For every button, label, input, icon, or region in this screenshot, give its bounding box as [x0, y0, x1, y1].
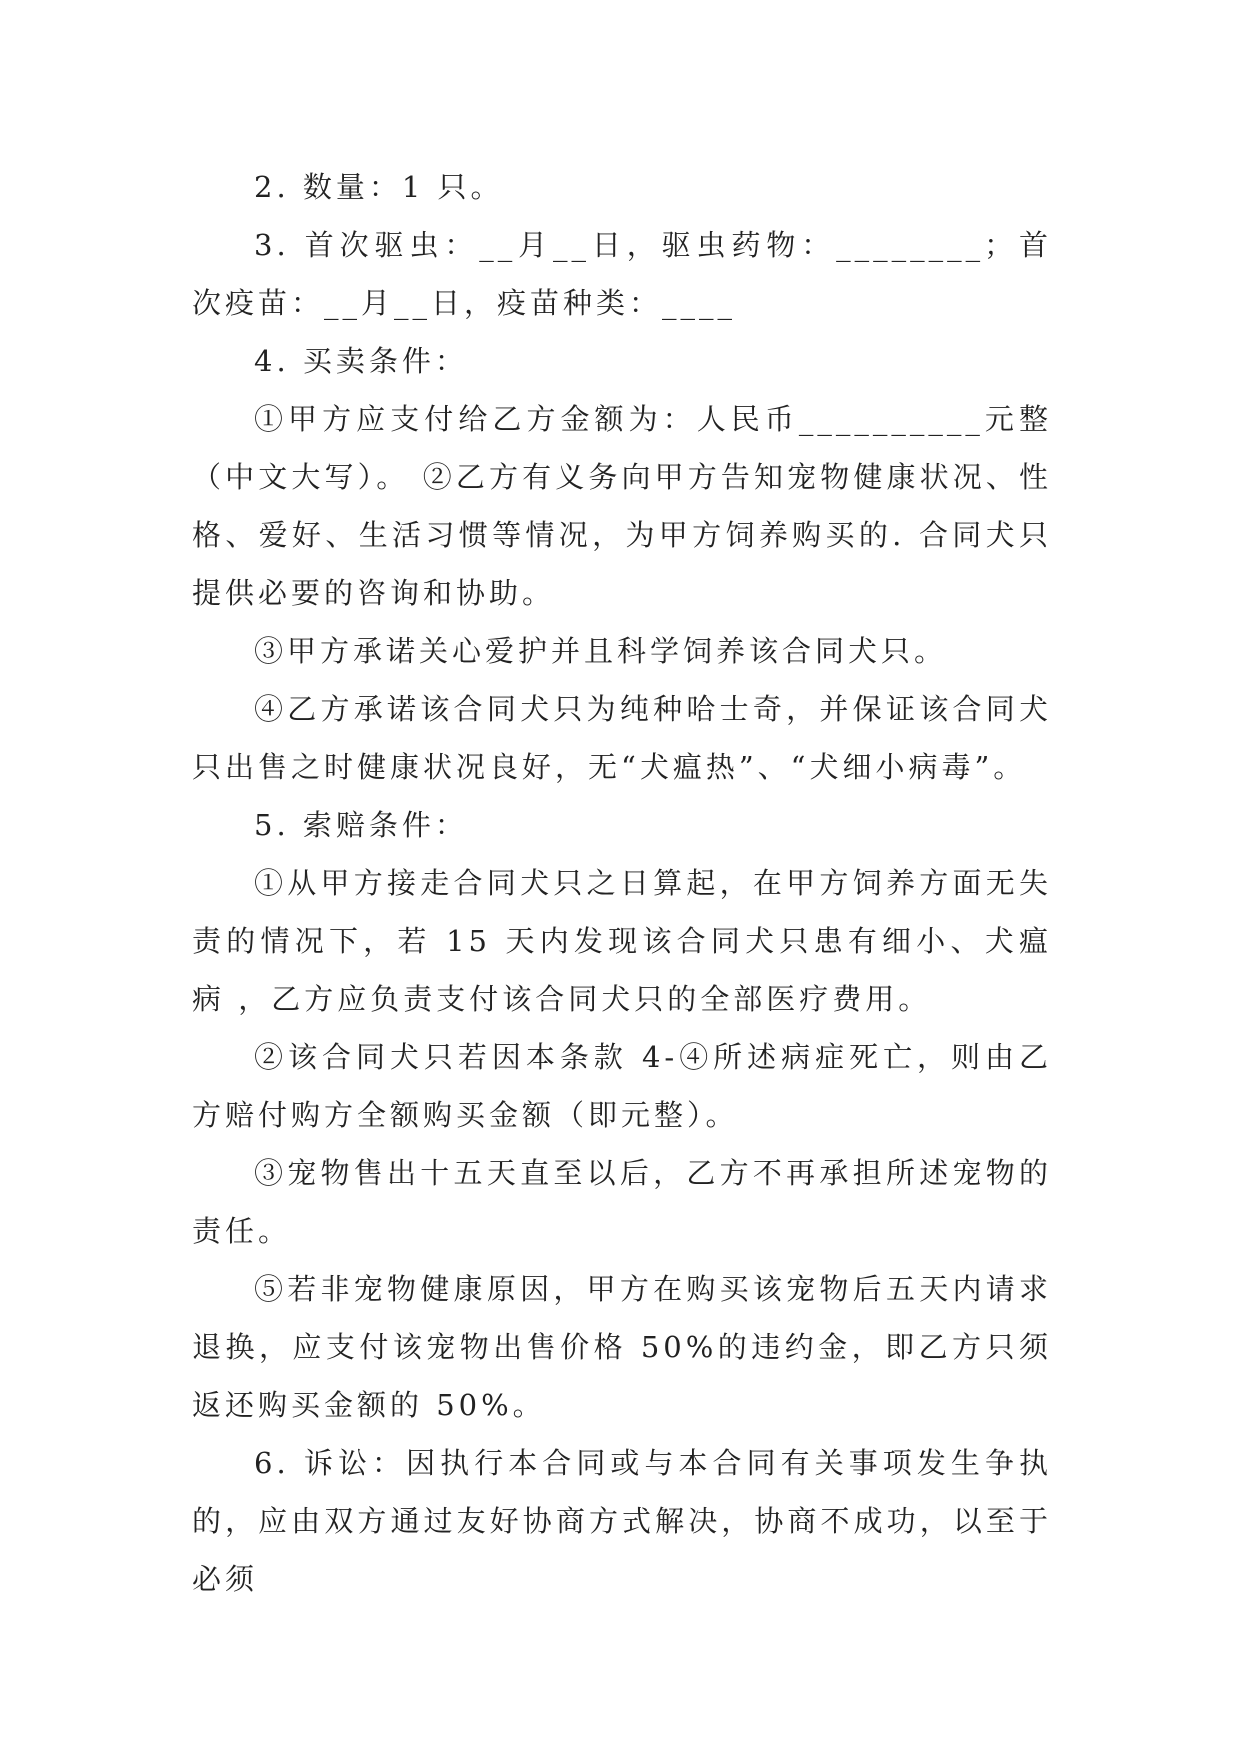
clause-claim-5: ⑤若非宠物健康原因，甲方在购买该宠物后五天内请求退换，应支付该宠物出售价格 50%的违约金，即乙方只须返还购买金额的 50%。 — [192, 1272, 1052, 1422]
clause-sale-condition-4: ④乙方承诺该合同犬只为纯种哈士奇，并保证该合同犬只出售之时健康状况良好，无“犬瘟热”、“犬细小病毒”。 — [192, 692, 1052, 784]
clause-sale-conditions-heading: 4. 买卖条件： — [254, 344, 468, 378]
clause-litigation: 6. 诉讼：因执行本合同或与本合同有关事项发生争执的，应由双方通过友好协商方式解决，协商不成功，以至于必须 — [192, 1446, 1052, 1596]
clause-claim-1: ①从甲方接走合同犬只之日算起，在甲方饲养方面无失责的情况下，若 15 天内发现该合同犬只患有细小、犬瘟病 ，乙方应负责支付该合同犬只的全部医疗费用。 — [192, 866, 1052, 1016]
clause-deworming-vaccination: 3. 首次驱虫：__月__日，驱虫药物：________；首次疫苗：__月__日，疫苗种类：____ — [192, 228, 1052, 320]
clause-sale-condition-1-2: ①甲方应支付给乙方金额为：人民币__________元整（中文大写）。 ②乙方有义务向甲方告知宠物健康状况、性格、爱好、生活习惯等情况，为甲方饲养购买的. 合同犬只提供必要的咨询和协助。 — [192, 402, 1052, 610]
clause-claims-heading: 5. 索赔条件： — [254, 808, 468, 842]
clause-quantity: 2. 数量：1 只。 — [254, 170, 504, 204]
clause-claim-3: ③宠物售出十五天直至以后，乙方不再承担所述宠物的责任。 — [192, 1156, 1052, 1248]
clause-claim-2: ②该合同犬只若因本条款 4-④所述病症死亡，则由乙方赔付购方全额购买金额（即元整）。 — [192, 1040, 1052, 1132]
clause-sale-condition-3: ③甲方承诺关心爱护并且科学饲养该合同犬只。 — [254, 634, 948, 668]
document-body — [192, 158, 1052, 1608]
